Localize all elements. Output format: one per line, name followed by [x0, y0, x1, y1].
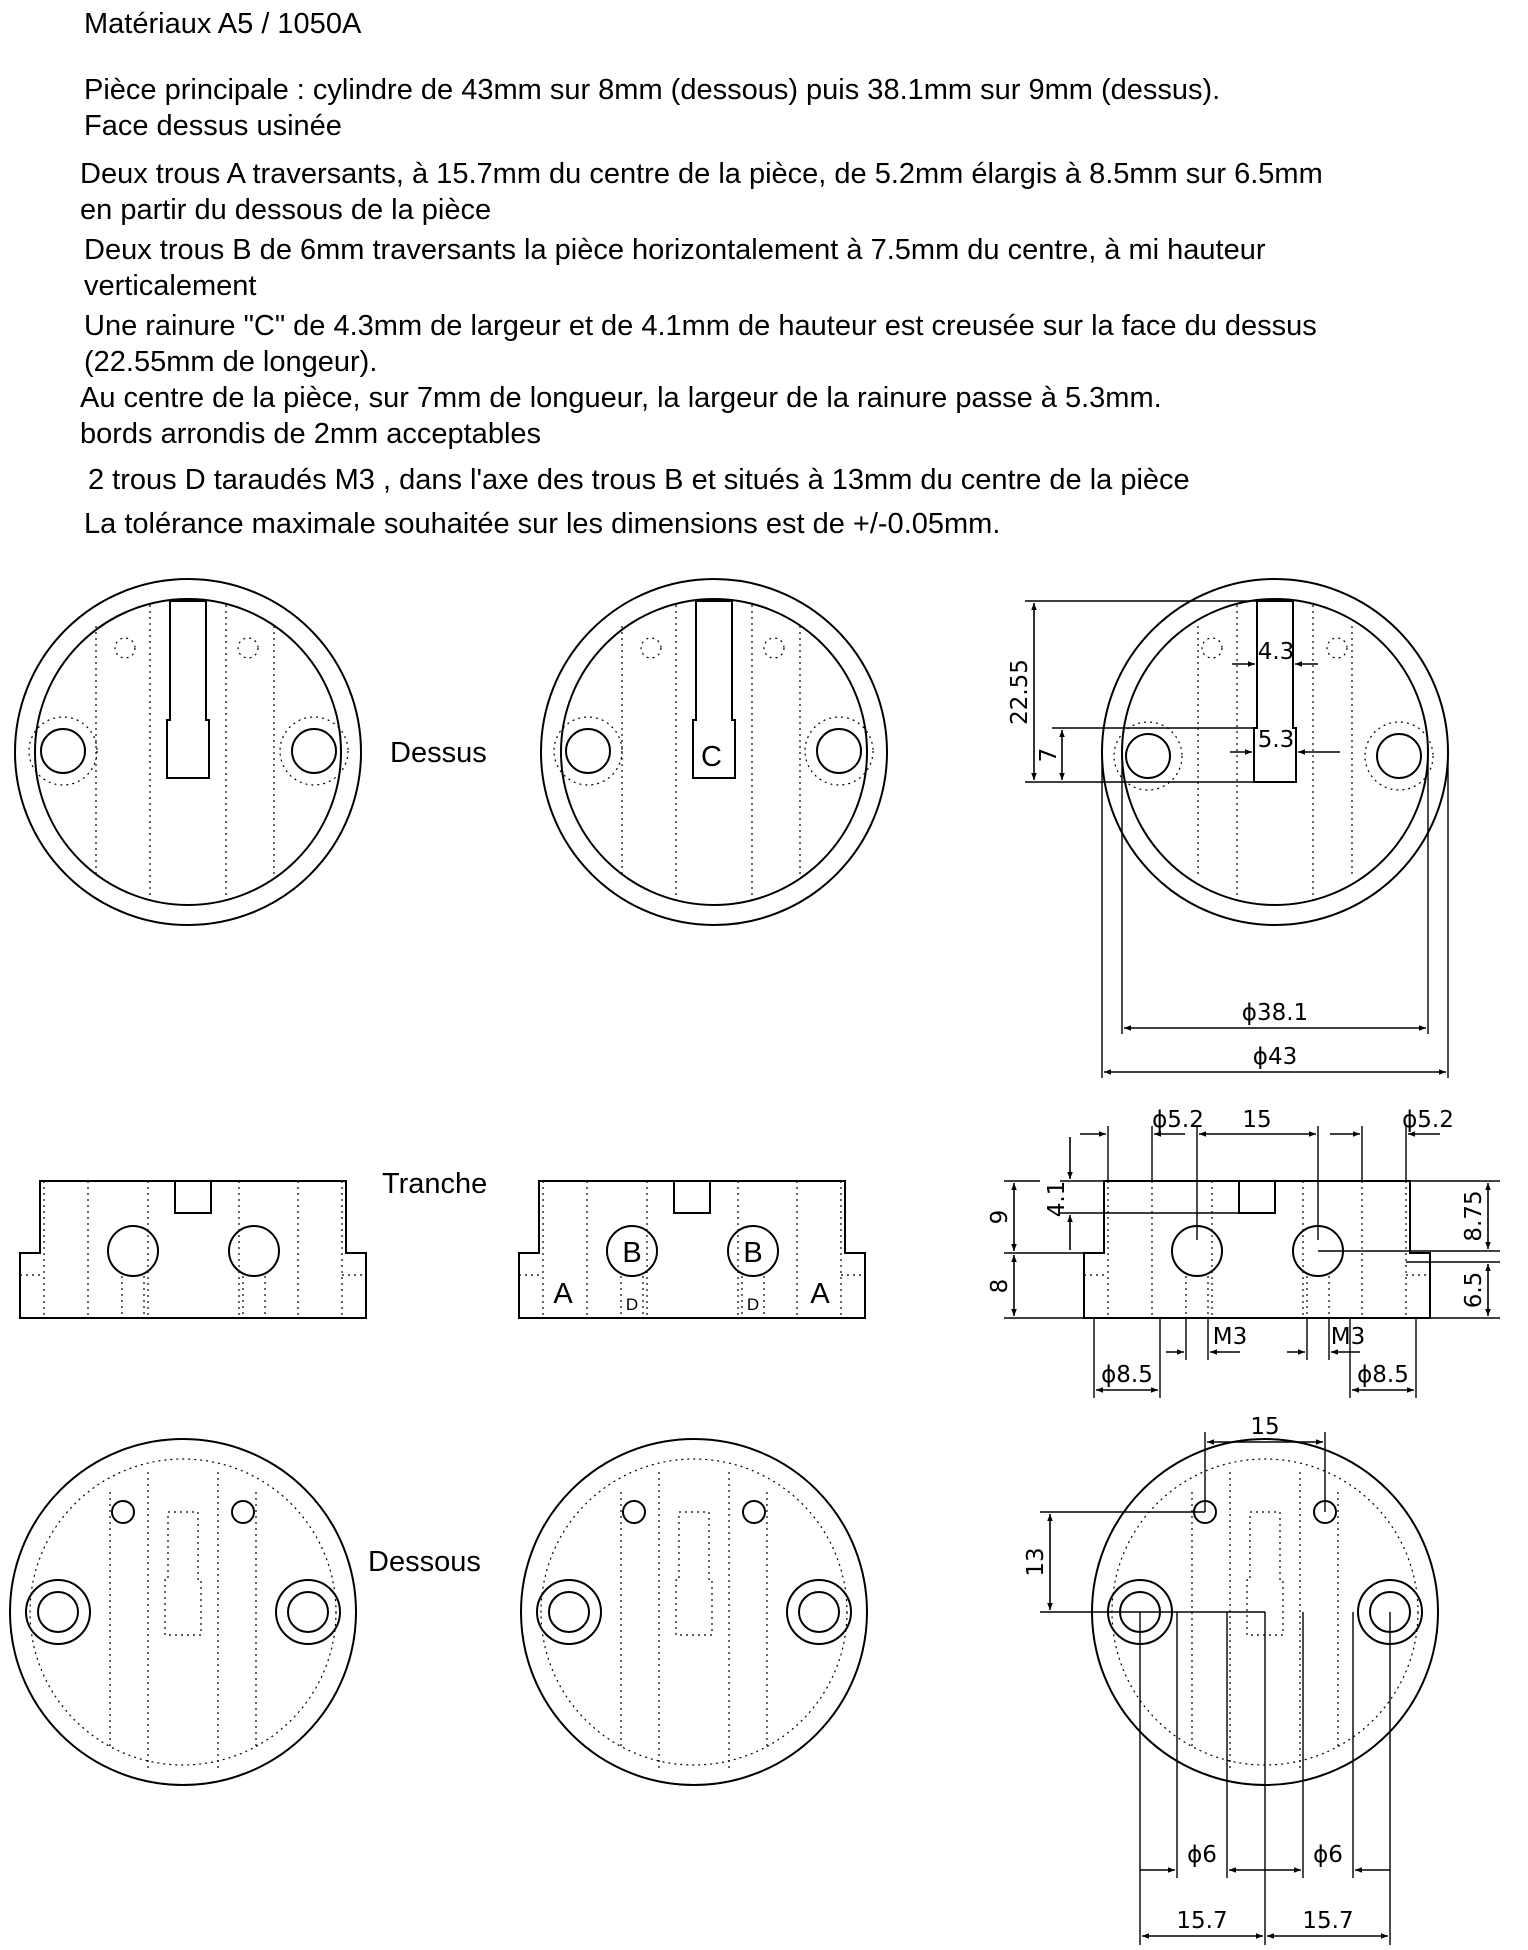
callout-hole-d-left: D	[625, 1295, 639, 1314]
dim-hole-b-right: ϕ6	[1313, 1842, 1343, 1868]
callout-hole-b-right: B	[743, 1237, 763, 1269]
dim-hole-d-spacing: 15	[1250, 1414, 1280, 1440]
dim-hole-a-left: ϕ5.2	[1152, 1107, 1204, 1133]
outer-contour	[10, 1439, 356, 1785]
hole-b-left	[566, 729, 610, 773]
groove-center-note: Au centre de la pièce, sur 7mm de longueur, la largeur de la rainure passe à 5.3mm.	[80, 382, 1162, 414]
dim-counterbore-depth: 6.5	[1461, 1271, 1487, 1309]
dim-hole-d-offset: 13	[1023, 1547, 1049, 1577]
holes-b-note: Deux trous B de 6mm traversants la pièce horizontalement à 7.5mm du centre, à mi hauteur	[84, 234, 1266, 266]
hole-d-left	[115, 638, 135, 658]
dim-groove-width: 4.3	[1257, 639, 1295, 665]
outer-contour	[521, 1439, 867, 1785]
hole-d-right	[232, 1501, 254, 1523]
counterbore-right	[787, 1580, 851, 1644]
dim-counterbore-right: ϕ8.5	[1357, 1362, 1409, 1388]
groove-note: Une rainure "C" de 4.3mm de largeur et de 4.1mm de hauteur est creusée sur la face du dessus	[84, 310, 1317, 342]
dim-hole-a-offset-left: 15.7	[1176, 1908, 1228, 1934]
groove-length-note: (22.55mm de longeur).	[84, 346, 378, 378]
hole-d-right	[1327, 638, 1347, 658]
bottom-view-plain	[10, 1439, 356, 1785]
counterbore-right	[276, 1580, 340, 1644]
hole-d-right	[238, 638, 258, 658]
dim-counterbore-left: ϕ8.5	[1101, 1362, 1153, 1388]
hole-d-right	[764, 638, 784, 658]
groove-section	[674, 1181, 710, 1213]
dim-hole-b-height: 8.75	[1461, 1190, 1487, 1242]
hole-b-right	[229, 1226, 279, 1276]
hole-d-left	[623, 1501, 645, 1523]
dim-hole-a-right: ϕ5.2	[1402, 1107, 1454, 1133]
top-contour	[35, 599, 341, 905]
holes-b-note-continued: verticalement	[84, 270, 257, 302]
hole-a-left	[38, 1592, 78, 1632]
dim-groove-center-width: 5.3	[1257, 727, 1295, 753]
holes-d-note: 2 trous D taraudés M3 , dans l'axe des trous B et situés à 13mm du centre de la pièce	[88, 464, 1190, 496]
view-label-side: Tranche	[382, 1168, 488, 1200]
groove-section	[175, 1181, 211, 1213]
dim-tap-left: M3	[1212, 1324, 1248, 1350]
material-note: Matériaux A5 / 1050A	[84, 8, 362, 40]
groove-section	[1239, 1181, 1275, 1213]
bottom-view-copy	[521, 1439, 867, 1785]
side-view-dimensioned	[987, 1107, 1500, 1398]
top-view-dimensioned	[1007, 579, 1448, 1078]
hole-b-right	[817, 729, 861, 773]
main-part-note: Pièce principale : cylindre de 43mm sur 8mm (dessous) puis 38.1mm sur 9mm (dessus).	[84, 74, 1221, 106]
dim-hole-a-offset-right: 15.7	[1302, 1908, 1354, 1934]
hole-d-left	[1202, 638, 1222, 658]
outer-contour	[15, 579, 361, 925]
dim-tap-right: M3	[1330, 1324, 1366, 1350]
dim-hole-spacing: 15	[1242, 1107, 1272, 1133]
bottom-view-dimensioned	[1023, 1414, 1438, 1945]
hole-a-right	[288, 1592, 328, 1632]
callout-hole-b-left: B	[622, 1237, 642, 1269]
dim-bottom-diameter: ϕ43	[1252, 1044, 1298, 1070]
hole-b-left	[108, 1226, 158, 1276]
dim-top-height: 9	[987, 1209, 1013, 1225]
callout-hole-d-right: D	[746, 1295, 760, 1314]
hole-b-right	[292, 729, 336, 773]
view-label-top: Dessus	[390, 737, 487, 769]
callout-groove-c: C	[701, 741, 722, 773]
edges-note: bords arrondis de 2mm acceptables	[80, 418, 542, 450]
holes-a-note-continued: en partir du dessous de la pièce	[80, 194, 492, 226]
groove-c	[167, 601, 209, 778]
callout-hole-a-right: A	[810, 1278, 830, 1310]
dim-groove-center-length: 7	[1036, 747, 1062, 763]
hole-b-right	[1377, 734, 1421, 778]
top-view-plain	[15, 579, 361, 925]
top-view-labeled	[541, 579, 887, 925]
hole-d-right	[743, 1501, 765, 1523]
hole-d-left	[641, 638, 661, 658]
side-contour	[20, 1181, 366, 1318]
holes-a-note: Deux trous A traversants, à 15.7mm du centre de la pièce, de 5.2mm élargis à 8.5mm sur 6.5mm	[80, 158, 1323, 190]
dim-groove-depth: 4.1	[1044, 1180, 1070, 1218]
hole-d-left	[112, 1501, 134, 1523]
dim-hole-b-left: ϕ6	[1187, 1842, 1217, 1868]
view-label-bottom: Dessous	[368, 1546, 481, 1578]
side-view-labeled	[519, 1181, 865, 1318]
side-view-plain	[20, 1181, 366, 1318]
hole-b-left	[1126, 734, 1170, 778]
hole-a-left	[549, 1592, 589, 1632]
counterbore-left	[537, 1580, 601, 1644]
dim-bottom-height: 8	[987, 1278, 1013, 1294]
dim-top-diameter: ϕ38.1	[1241, 1000, 1309, 1026]
counterbore-left	[26, 1580, 90, 1644]
callout-hole-a-left: A	[553, 1278, 573, 1310]
dim-groove-length: 22.55	[1007, 659, 1033, 725]
side-contour	[1084, 1181, 1430, 1318]
machined-face-note: Face dessus usinée	[84, 110, 342, 142]
hole-b-left	[41, 729, 85, 773]
tolerance-note: La tolérance maximale souhaitée sur les dimensions est de +/-0.05mm.	[84, 508, 1001, 540]
groove-c	[1254, 601, 1296, 782]
hole-a-right	[799, 1592, 839, 1632]
